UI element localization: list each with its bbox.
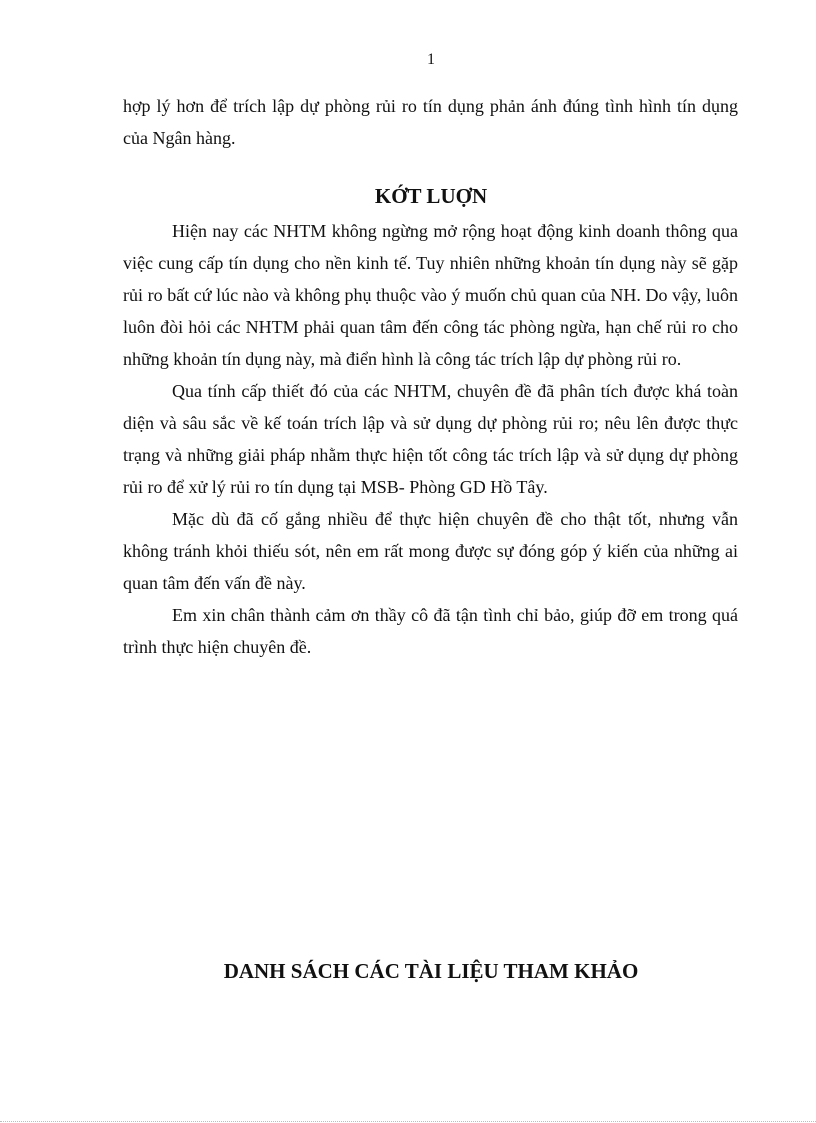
- intro-block: [123, 90, 738, 154]
- conclusion-paragraph-1: Hiện nay các NHTM không ngừng mở rộng hoạt động kinh doanh thông qua việc cung cấp tín dụng cho nền kinh tế. Tuy nhiên những khoản tín dụng này sẽ gặp rủi ro bất cứ lúc nào và không phụ thuộc vào ý muốn chủ quan của NH. Do vậy, luôn luôn đòi hỏi các NHTM phải quan tâm đến công tác phòng ngừa, hạn chế rủi ro cho những khoản tín dụng này, mà điển hình là công tác trích lập dự phòng rủi ro.: [123, 221, 738, 369]
- conclusion-body: [123, 215, 738, 663]
- conclusion-paragraph-3: Mặc dù đã cố gắng nhiều để thực hiện chuyên đề cho thật tốt, nhưng vẫn không tránh khỏi thiếu sót, nên em rất mong được sự đóng góp ý kiến của những ai quan tâm đến vấn đề này.: [123, 509, 738, 593]
- conclusion-paragraph-4: Em xin chân thành cảm ơn thầy cô đã tận tình chỉ bảo, giúp đỡ em trong quá trình thực hiện chuyên đề.: [123, 605, 738, 657]
- page-bottom-rule: [0, 1121, 816, 1122]
- references-heading: DANH SÁCH CÁC TÀI LIỆU THAM KHẢO: [223, 959, 639, 983]
- intro-paragraph: hợp lý hơn để trích lập dự phòng rủi ro tín dụng phản ánh đúng tình hình tín dụng của Ngân hàng.: [123, 96, 738, 148]
- conclusion-heading: KỚT LUỢN: [374, 184, 488, 208]
- page-number: 1: [427, 51, 435, 68]
- conclusion-paragraph-2: Qua tính cấp thiết đó của các NHTM, chuyên đề đã phân tích được khá toàn diện và sâu sắc về kế toán trích lập và sử dụng dự phòng rủi ro; nêu lên được thực trạng và những giải pháp nhằm thực hiện tốt công tác trích lập và sử dụng dự phòng rủi ro để xử lý rủi ro tín dụng tại MSB- Phòng GD Hồ Tây.: [123, 381, 738, 497]
